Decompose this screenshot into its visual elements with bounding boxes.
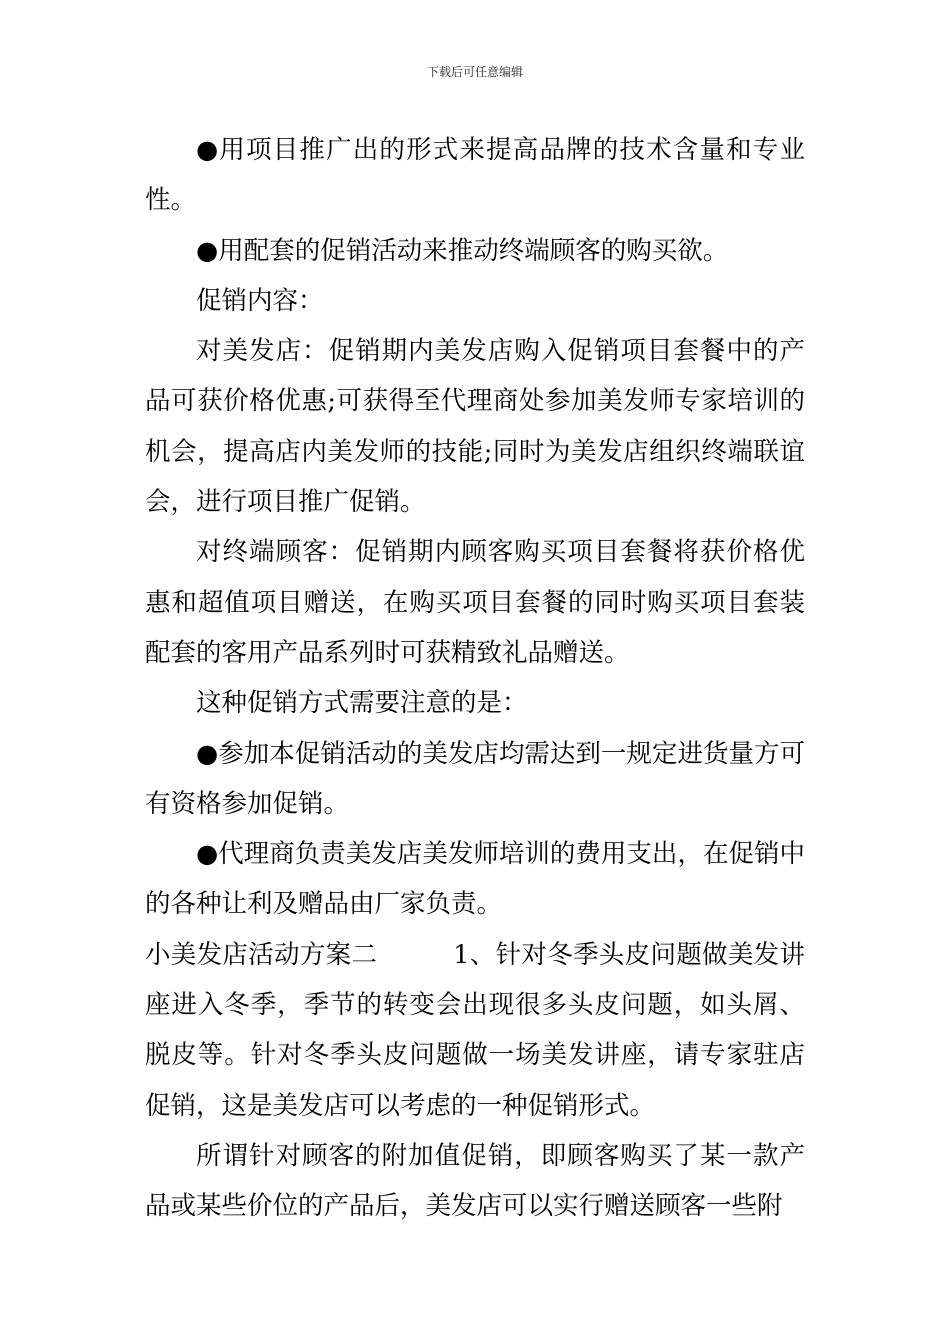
bullet-icon: ●: [196, 839, 219, 870]
bullet-paragraph-3: [145, 729, 805, 830]
section-label-promo-content: [145, 276, 805, 326]
page-header: 下载后可任意编辑: [426, 65, 523, 79]
paragraph-text: 代理商负责美发店美发师培训的费用支出，在促销中的各种让利及赠品由厂家负责。: [145, 839, 805, 920]
paragraph-text: 所谓针对顾客的附加值促销，即顾客购买了某一款产品或某些价位的产品后，美发店可以实行赠送顾客一些附: [145, 1140, 805, 1222]
paragraph-plan-two: [145, 930, 805, 1131]
paragraph-salon: [145, 326, 805, 527]
bullet-paragraph-4: [145, 829, 805, 930]
paragraph-text: 参加本促销活动的美发店均需达到一规定进货量方可有资格参加促销。: [145, 738, 805, 819]
paragraph-text: 对美发店：促销期内美发店购入促销项目套餐中的产品可获价格优惠;可获得至代理商处参加美发师专家培训的机会，提高店内美发师的技能;同时为美发店组织终端联谊会，进行项目推广促销。: [145, 336, 805, 518]
paragraph-text: 促销内容：: [196, 285, 324, 316]
bullet-icon: ●: [196, 235, 219, 266]
plan-heading: 小美发店活动方案二: [145, 939, 378, 970]
paragraph-text: 对终端顾客：促销期内顾客购买项目套餐将获价格优惠和超值项目赠送，在购买项目套餐的同时购买项目套装配套的客用产品系列时可获精致礼品赠送。: [145, 537, 805, 668]
paragraph-end-customer: [145, 527, 805, 678]
paragraph-notes-intro: [145, 678, 805, 728]
bullet-icon: ●: [196, 135, 220, 165]
document-body: [145, 125, 805, 1232]
paragraph-text: 用配套的促销活动来推动终端顾客的购买欲。: [218, 235, 729, 266]
paragraph-value-added: [145, 1131, 805, 1232]
paragraph-text: 这种促销方式需要注意的是：: [196, 688, 528, 719]
bullet-icon: ●: [196, 738, 219, 769]
paragraph-text: 用项目推广出的形式来提高品牌的技术含量和专业性。: [145, 135, 805, 216]
paragraph-text: 1、针对冬季头皮问题做美发讲座进入冬季，季节的转变会出现很多头皮问题，如头屑、脱皮等。针对冬季头皮问题做一场美发讲座，请专家驻店促销，这是美发店可以考虑的一种促销形式。: [145, 939, 805, 1121]
bullet-paragraph-2: [145, 226, 805, 276]
bullet-paragraph-1: [145, 125, 805, 226]
